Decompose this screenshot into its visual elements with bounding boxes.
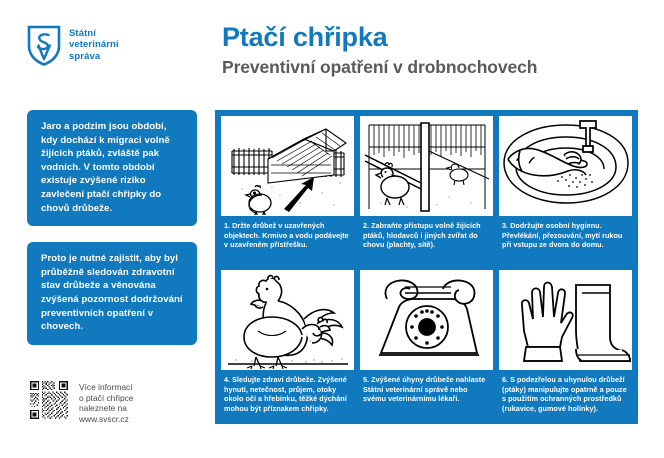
footer-line-1: Více informací [79, 382, 133, 392]
prevention-steps-grid [215, 110, 638, 424]
illustration-rotary-telephone-icon [360, 270, 493, 370]
prevention-card-2 [360, 116, 493, 264]
sidebar-paragraph-1: Jaro a podzim jsou období, kdy dochází k migraci volně žijících ptáků, zvláště pak vodních. V tomto období existuje zvýšené riziko zavlečení ptačí chřipky do chovů drůbeže. [27, 110, 197, 226]
page-title: Ptačí chřipka [222, 22, 388, 52]
prevention-caption-3: 3. Dodržujte osobní hygienu. Převlékání, přezouvání, mytí rukou při vstupu ze dvora do domu. [502, 221, 623, 250]
footer-website-url: www.svscr.cz [79, 413, 129, 424]
footer [30, 381, 133, 424]
organization-name-line-2: veterinární [69, 39, 119, 51]
footer-text [79, 381, 133, 424]
poster-header [0, 0, 664, 100]
title-block [222, 22, 537, 78]
organization-logo [27, 24, 119, 66]
prevention-caption-4: 4. Sledujte zdraví drůbeže. Zvýšené hynutí, netečnost, průjem, otoky okolo očí a hřebínku, těžké dýchání mohou být příznakem chřipky. [224, 375, 347, 413]
page-subtitle: Preventivní opatření v drobnochovech [222, 57, 538, 77]
illustration-fence-barrier-with-chickens-icon [360, 116, 493, 216]
footer-line-2: o ptačí chřipce [79, 392, 134, 403]
organization-name [69, 28, 119, 63]
prevention-caption-6: 6. S podezřelou a uhynulou drůbeží (ptáky) manipulujte opatrně a pouze s použitím ochranných prostředků (rukavice, gumové holínky). [502, 375, 627, 413]
illustration-coop-house-with-fence-and-chicken-icon [221, 116, 354, 216]
prevention-card-6 [499, 270, 632, 418]
prevention-card-1 [221, 116, 354, 264]
organization-name-line-3: správa [69, 50, 101, 62]
qr-code-icon [30, 381, 68, 419]
footer-line-3: naleznete na [79, 403, 127, 414]
shield-sv-monogram-icon [27, 24, 61, 66]
illustration-glove-and-rubber-boot-icon [499, 270, 632, 370]
prevention-card-4 [221, 270, 354, 418]
prevention-card-5 [360, 270, 493, 418]
sidebar-paragraph-2: Proto je nutné zajistit, aby byl průběžně sledován zdravotní stav drůbeže a věnována zvýšená pozornost dodržování preventivních opatření v chovech. [27, 242, 197, 345]
illustration-rooster-and-hen-icon [221, 270, 354, 370]
organization-name-line-1: Státní [69, 27, 96, 39]
prevention-caption-2: 2. Zabraňte přístupu volně žijících ptáků, hlodavců i jiných zvířat do chovu (plachty, sítě). [363, 221, 481, 250]
prevention-card-3 [499, 116, 632, 264]
prevention-caption-5: 5. Zvýšené úhyny drůbeže nahlaste Státní veterinární správě nebo svému veterinárnímu lékaři. [363, 375, 486, 404]
illustration-hand-washing-under-tap-icon [499, 116, 632, 216]
prevention-caption-1: 1. Držte drůbež v uzavřených objektech. Krmivo a vodu podávejte v uzavřeném přístřešku. [224, 221, 349, 250]
sidebar [27, 110, 197, 345]
